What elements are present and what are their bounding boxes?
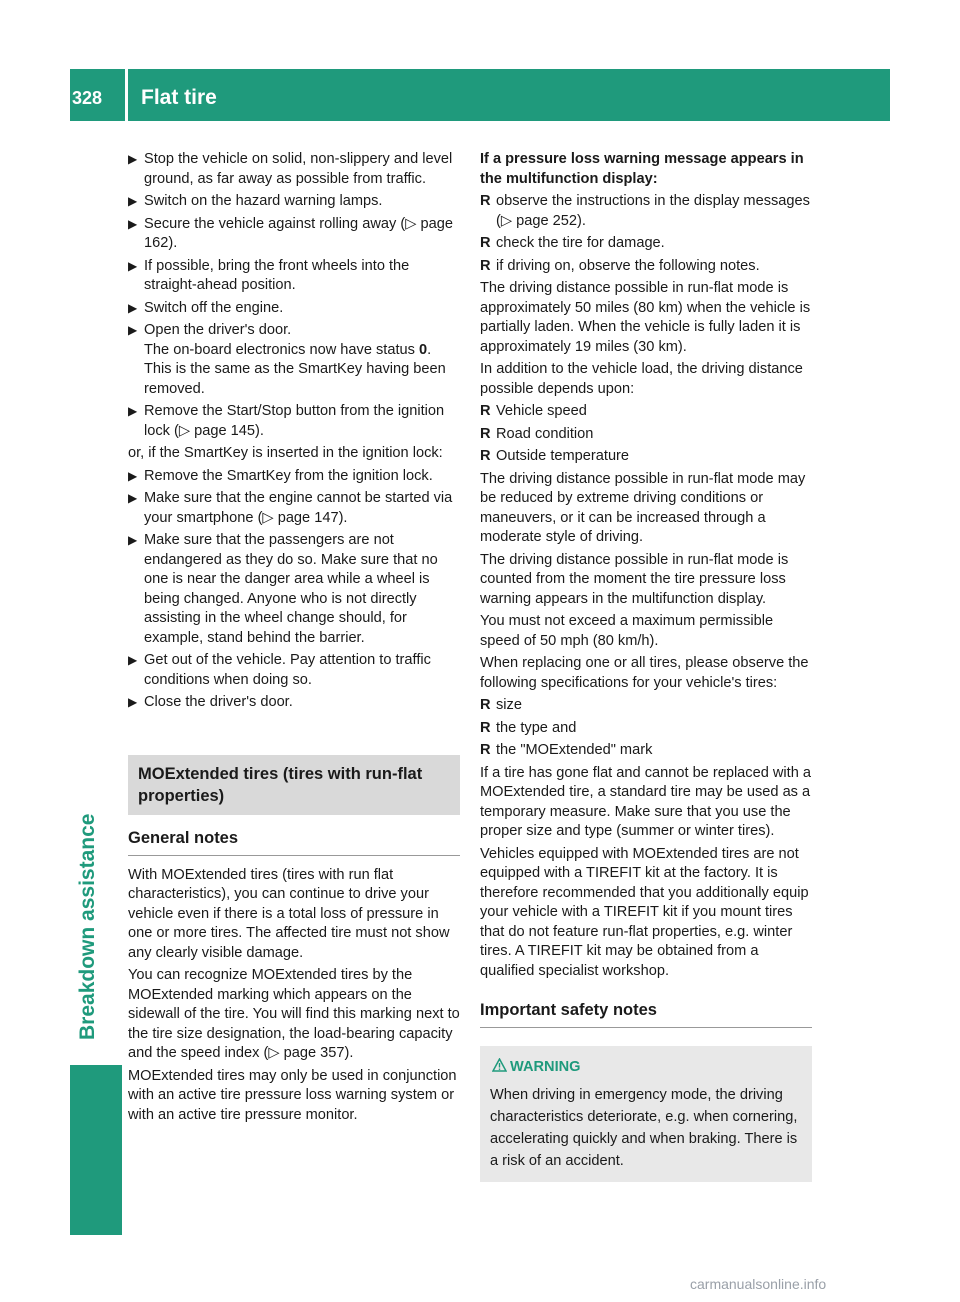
step-arrow-icon: ▶ [128, 258, 138, 273]
step-item [128, 651, 460, 690]
list-text: observe the instructions in the display messages (▷ page 252). [496, 193, 810, 229]
step-arrow-icon: ▶ [128, 491, 138, 505]
watermark: carmanualsonline.info [690, 1276, 827, 1292]
bullet-icon: R [480, 403, 491, 419]
step-text: Stop the vehicle on solid, non-slippery and level ground, as far away as possible from traffic. [144, 151, 453, 187]
list-text: the type and [496, 719, 577, 736]
list-item [480, 719, 812, 739]
step-text: Open the driver's door. [144, 322, 292, 338]
or-text: or, if the SmartKey is inserted in the ignition lock: [128, 445, 443, 461]
step-arrow-icon: ▶ [128, 323, 138, 337]
step-item [128, 489, 460, 528]
list-item [480, 696, 812, 716]
warning-triangle-icon [492, 1058, 507, 1072]
list-item [480, 741, 812, 761]
bullet-icon: R [480, 193, 491, 209]
bullet-icon: R [480, 425, 491, 442]
list-item [480, 447, 812, 467]
side-tab-label: Breakdown assistance [76, 813, 99, 1040]
warning-box [480, 1046, 812, 1182]
step-item [128, 257, 460, 296]
right-column [480, 150, 812, 1182]
step-item [128, 215, 460, 254]
warning-title-text: WARNING [510, 1059, 581, 1075]
bullet-icon: R [480, 257, 491, 274]
step-arrow-icon: ▶ [128, 216, 138, 231]
status-value: 0 [419, 341, 428, 358]
step-arrow-icon: ▶ [128, 152, 138, 166]
status-text: The on-board electronics now have status [144, 341, 420, 358]
safety-heading: Important safety notes [480, 999, 812, 1028]
paragraph: MOExtended tires may only be used in conjunction with an active tire pressure loss warning system or with an active tire pressure monitor. [128, 1067, 457, 1123]
list-item [480, 257, 812, 277]
step-arrow-icon: ▶ [128, 533, 138, 547]
step-text: Switch off the engine. [144, 299, 284, 316]
bullet-icon: R [480, 719, 491, 736]
paragraph: If a tire has gone flat and cannot be replaced with a MOExtended tire, a standard tire may be used as a temporary measure. Make sure that you use the proper size and type (summer or winter tires). [480, 764, 812, 839]
step-item [128, 531, 460, 648]
status-text: . This is the same as the SmartKey having been removed. [144, 341, 446, 397]
header-divider [125, 69, 128, 121]
paragraph: You must not exceed a maximum permissible speed of 50 mph (80 km/h). [480, 613, 774, 649]
paragraph: In addition to the vehicle load, the driving distance possible depends upon: [480, 361, 803, 397]
step-text: Remove the Start/Stop button from the ignition lock (▷ page 145). [144, 403, 445, 439]
paragraph: The driving distance possible in run-flat mode is approximately 50 miles (80 km) when the vehicle is partially laden. When the vehicle is fully laden it is approximately 19 miles (30 km). [480, 280, 811, 355]
section-title: Flat tire [141, 86, 217, 109]
list-item [480, 234, 812, 254]
step-text: Make sure that the engine cannot be started via your smartphone (▷ page 147). [144, 490, 453, 526]
step-text: Secure the vehicle against rolling away (▷ page 162). [144, 215, 453, 251]
step-item [128, 299, 460, 319]
step-text: Make sure that the passengers are not endangered as they do so. Make sure that no one is near the danger area while a wheel is being changed. Anyone who is not directly assisting in the wheel change should, for example, stand behind the barrier. [144, 532, 438, 646]
list-text: Vehicle speed [496, 403, 587, 419]
warning-heading: If a pressure loss warning message appears in the multifunction display: [480, 151, 804, 187]
step-item [128, 150, 460, 189]
bullet-icon: R [480, 742, 491, 758]
bullet-icon: R [480, 235, 491, 251]
general-notes-heading: General notes [128, 827, 460, 856]
step-text: Remove the SmartKey from the ignition lock. [144, 467, 433, 484]
step-arrow-icon: ▶ [128, 300, 138, 315]
list-item [480, 425, 812, 445]
step-arrow-icon: ▶ [128, 468, 138, 483]
list-text: size [496, 697, 522, 713]
step-arrow-icon: ▶ [128, 404, 138, 418]
list-text: check the tire for damage. [496, 235, 665, 251]
moextended-heading: MOExtended tires (tires with run-flat properties) [128, 755, 460, 815]
step-item [128, 402, 460, 441]
list-text: the "MOExtended" mark [496, 742, 653, 758]
step-item [128, 693, 460, 713]
list-text: if driving on, observe the following notes. [496, 257, 760, 274]
step-text: Switch on the hazard warning lamps. [144, 193, 383, 209]
list-item [480, 402, 812, 422]
paragraph: The driving distance possible in run-flat mode is counted from the moment the tire pressure loss warning appears in the multifunction display. [480, 551, 789, 607]
paragraph: The driving distance possible in run-flat mode may be reduced by extreme driving conditions or maneuvers, or it can be increased through a moderate style of driving. [480, 470, 806, 545]
bullet-icon: R [480, 697, 491, 713]
step-item [128, 467, 460, 487]
step-item [128, 192, 460, 212]
warning-title [510, 1056, 802, 1078]
paragraph: With MOExtended tires (tires with run flat characteristics), you can continue to drive your vehicle even if there is a total loss of pressure in one or more tires. The affected tire must not show any clearly visible damage. [128, 866, 450, 961]
step-arrow-icon: ▶ [128, 194, 138, 208]
warning-text: When driving in emergency mode, the driving characteristics deteriorate, e.g. when cornering, accelerating quickly and when braking. There is a risk of an accident. [490, 1087, 798, 1169]
list-text: Outside temperature [496, 448, 630, 464]
step-arrow-icon: ▶ [128, 695, 138, 709]
list-text: Road condition [496, 425, 594, 442]
page-number: 328 [72, 88, 103, 108]
paragraph: When replacing one or all tires, please observe the following specifications for your vehicle's tires: [480, 655, 809, 691]
list-item [480, 192, 812, 231]
paragraph: You can recognize MOExtended tires by the MOExtended marking which appears on the sidewall of the tire. You will find this marking next to the tire size designation, the load-bearing capacity and the speed index (▷ page 357). [128, 967, 460, 1061]
left-column [128, 150, 460, 1128]
side-tab [70, 1065, 122, 1235]
step-text: Close the driver's door. [144, 694, 293, 710]
step-text: Get out of the vehicle. Pay attention to traffic conditions when doing so. [144, 652, 431, 688]
step-item [128, 321, 460, 399]
step-text: If possible, bring the front wheels into the straight-ahead position. [144, 257, 410, 293]
step-arrow-icon: ▶ [128, 653, 138, 667]
bullet-icon: R [480, 448, 491, 464]
paragraph: Vehicles equipped with MOExtended tires are not equipped with a TIREFIT kit at the factory. It is therefore recommended that you additionally equip your vehicle with a TIREFIT kit if you mount tires that do not feature run-flat properties, e.g. winter tires. A TIREFIT kit may be obtained from a qualified specialist workshop. [480, 845, 809, 979]
